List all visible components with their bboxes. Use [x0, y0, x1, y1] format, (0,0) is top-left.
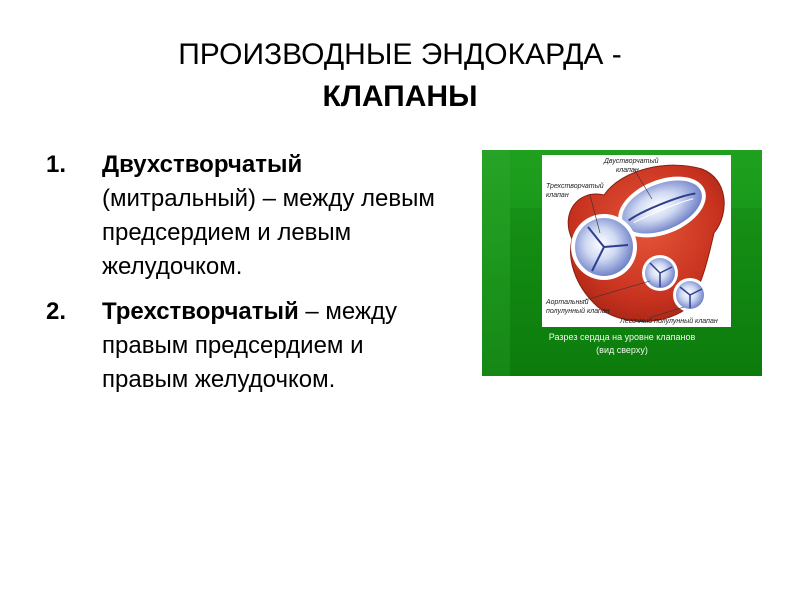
svg-text:полулунный клапан	[546, 307, 610, 315]
svg-text:Двустворчатый	[603, 157, 659, 165]
aortic-valve-shape	[642, 255, 678, 291]
illustration-panel	[482, 150, 762, 376]
list-item-number: 2.	[46, 298, 67, 325]
svg-text:Аортальный	[545, 298, 589, 306]
list-item-number: 1.	[46, 151, 67, 178]
list-item	[46, 295, 446, 397]
slide-title-line1: ПРОИЗВОДНЫЕ ЭНДОКАРДА -	[178, 38, 622, 71]
pulmonary-valve-shape	[673, 278, 707, 312]
slide-title-line2: КЛАПАНЫ	[322, 80, 478, 113]
label-aortic-line1: Аортальный	[546, 299, 589, 306]
svg-text:Легочный полулунный клапан	[619, 317, 718, 325]
list-item-term: Двухстворчатый	[102, 151, 303, 178]
tricuspid-valve-shape	[571, 214, 637, 280]
label-aortic-line2: полулунный клапан	[546, 308, 610, 315]
label-bicuspid-line2: клапан	[616, 167, 639, 174]
heart-valves-figure	[542, 155, 731, 327]
list-item	[46, 148, 446, 284]
list-item-text: (митральный) – между левым предсердием и левым желудочком.	[102, 185, 435, 280]
heart-valves-illustration	[542, 155, 731, 327]
svg-text:Трехстворчатый	[546, 182, 604, 190]
label-pulmonary: Легочный полулунный клапан	[620, 318, 718, 325]
figure-caption-line1: Разрез сердца на уровне клапанов	[548, 332, 696, 342]
valve-list	[46, 148, 446, 408]
figure-caption-line2: (вид сверху)	[596, 345, 648, 355]
svg-text:клапан	[546, 192, 569, 199]
label-bicuspid-line1: Двустворчатый	[604, 158, 659, 165]
list-item-text: – между правым предсердием и правым желудочком.	[102, 298, 398, 393]
list-item-term: Трехстворчатый	[102, 298, 299, 325]
figure-caption	[482, 331, 762, 357]
slide-title	[0, 34, 800, 118]
label-tricuspid-line1: Трехстворчатый	[546, 183, 604, 190]
svg-text:клапан	[616, 167, 639, 174]
label-tricuspid-line2: клапан	[546, 192, 569, 199]
